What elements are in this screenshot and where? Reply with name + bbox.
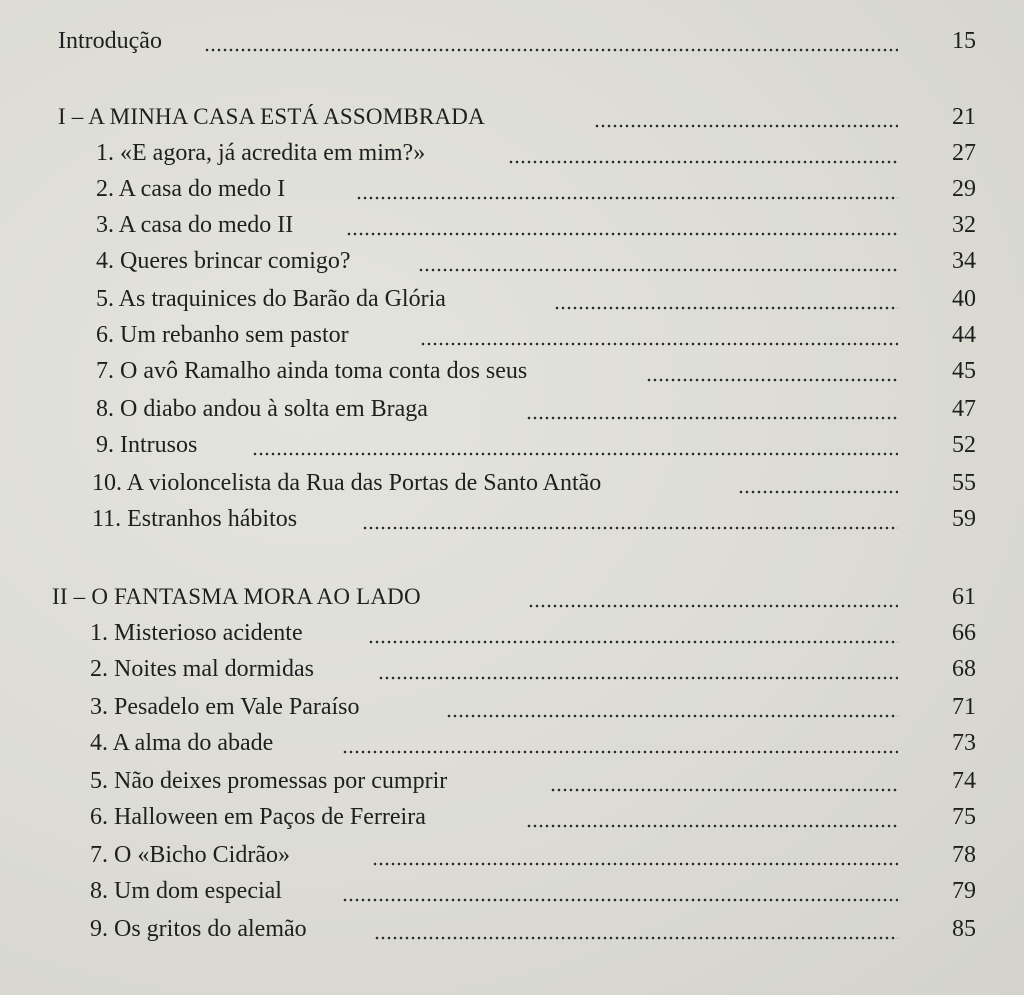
dot-leader <box>356 172 898 206</box>
toc-entry <box>0 354 1024 388</box>
dot-leader <box>346 208 898 242</box>
toc-entry-label: 2. Noites mal dormidas <box>90 656 314 682</box>
toc-entry <box>0 838 1024 872</box>
dot-leader <box>526 392 898 426</box>
part2-title: II – O FANTASMA MORA AO LADO <box>52 584 421 609</box>
toc-entry-label: 7. O «Bicho Cidrão» <box>90 842 290 868</box>
dot-leader <box>446 690 898 724</box>
toc-entry-page: 73 <box>952 730 976 756</box>
toc-entry <box>0 466 1024 500</box>
toc-intro-line <box>0 24 1024 58</box>
toc-entry-label: 7. O avô Ramalho ainda toma conta dos seus <box>96 358 528 384</box>
toc-entry-page: 59 <box>952 506 976 532</box>
dot-leader <box>554 282 898 316</box>
toc-entry-label: 9. Intrusos <box>96 432 198 458</box>
dot-leader <box>378 652 898 686</box>
part1-title: I – A MINHA CASA ESTÁ ASSOMBRADA <box>58 104 485 129</box>
dot-leader <box>526 800 898 834</box>
toc-entry-label: 2. A casa do medo I <box>96 176 286 202</box>
toc-entry-label: 9. Os gritos do alemão <box>90 916 307 942</box>
toc-intro-page: 15 <box>952 28 976 54</box>
toc-entry-page: 85 <box>952 916 976 942</box>
toc-entry <box>0 874 1024 908</box>
toc-entry-page: 47 <box>952 396 976 422</box>
toc-entry-page: 40 <box>952 286 976 312</box>
toc-entry <box>0 392 1024 426</box>
toc-entry-page: 52 <box>952 432 976 458</box>
toc-entry <box>0 652 1024 686</box>
dot-leader <box>420 318 898 352</box>
dot-leader <box>368 616 898 650</box>
toc-entry-label: 6. Halloween em Paços de Ferreira <box>90 804 426 830</box>
dot-leader <box>508 136 898 170</box>
toc-entry-label: 8. O diabo andou à solta em Braga <box>96 396 428 422</box>
toc-entry <box>0 912 1024 946</box>
toc-entry-page: 27 <box>952 140 976 166</box>
dot-leader <box>342 874 898 908</box>
toc-part2-line <box>0 580 1024 614</box>
toc-entry-page: 66 <box>952 620 976 646</box>
dot-leader <box>372 838 898 872</box>
dot-leader <box>418 244 898 278</box>
toc-entry-page: 75 <box>952 804 976 830</box>
dot-leader <box>204 24 898 58</box>
toc-entry-page: 74 <box>952 768 976 794</box>
toc-entry <box>0 318 1024 352</box>
toc-entry <box>0 616 1024 650</box>
toc-entry <box>0 282 1024 316</box>
toc-entry-label: 4. Queres brincar comigo? <box>96 248 351 274</box>
toc-entry-page: 32 <box>952 212 976 238</box>
toc-entry-page: 44 <box>952 322 976 348</box>
dot-leader <box>646 354 898 388</box>
part1-page: 21 <box>952 104 976 130</box>
toc-entry <box>0 428 1024 462</box>
toc-entry-label: 11. Estranhos hábitos <box>92 506 298 532</box>
toc-entry <box>0 172 1024 206</box>
toc-entry-label: 8. Um dom especial <box>90 878 282 904</box>
dot-leader <box>374 912 898 946</box>
toc-entry-page: 55 <box>952 470 976 496</box>
toc-entry-page: 71 <box>952 694 976 720</box>
toc-entry-page: 79 <box>952 878 976 904</box>
dot-leader <box>550 764 898 798</box>
dot-leader <box>362 502 898 536</box>
toc-entry-label: 3. A casa do medo II <box>96 212 294 238</box>
toc-entry-label: 3. Pesadelo em Vale Paraíso <box>90 694 360 720</box>
dot-leader <box>594 100 898 134</box>
part2-page: 61 <box>952 584 976 610</box>
toc-entry-page: 78 <box>952 842 976 868</box>
toc-entry-label: 5. Não deixes promessas por cumprir <box>90 768 448 794</box>
toc-entry-label: 5. As traquinices do Barão da Glória <box>96 286 446 312</box>
toc-entry <box>0 800 1024 834</box>
toc-entry-page: 29 <box>952 176 976 202</box>
toc-part1-line <box>0 100 1024 134</box>
toc-entry <box>0 136 1024 170</box>
toc-entry <box>0 244 1024 278</box>
dot-leader <box>252 428 898 462</box>
toc-entry-label: 4. A alma do abade <box>90 730 274 756</box>
toc-entry-label: 1. Misterioso acidente <box>90 620 303 646</box>
toc-entry-label: 1. «E agora, já acredita em mim?» <box>96 140 426 166</box>
dot-leader <box>528 580 898 614</box>
dot-leader <box>342 726 898 760</box>
toc-entry-label: 6. Um rebanho sem pastor <box>96 322 349 348</box>
toc-entry-page: 68 <box>952 656 976 682</box>
toc-entry <box>0 726 1024 760</box>
dot-leader <box>738 466 898 500</box>
toc-entry <box>0 764 1024 798</box>
toc-entry-page: 45 <box>952 358 976 384</box>
toc-entry <box>0 690 1024 724</box>
toc-entry-page: 34 <box>952 248 976 274</box>
toc-entry-label: 10. A violoncelista da Rua das Portas de Santo Antão <box>92 470 602 496</box>
toc-entry <box>0 208 1024 242</box>
toc-intro-label: Introdução <box>58 28 162 54</box>
toc-entry <box>0 502 1024 536</box>
